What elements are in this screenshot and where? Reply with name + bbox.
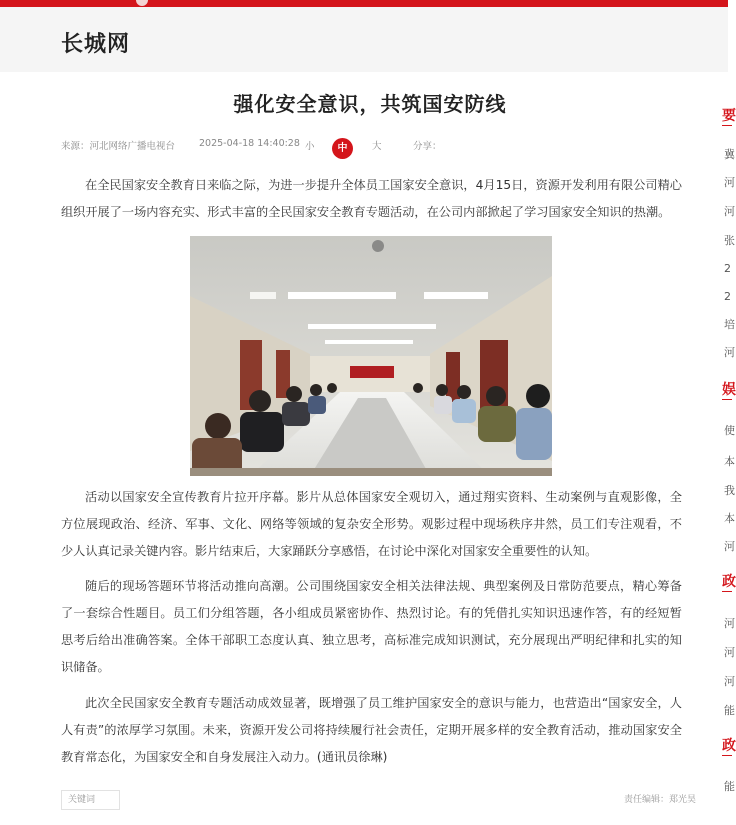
site-header: [0, 7, 728, 72]
sidebar-item[interactable]: 本: [724, 455, 735, 468]
sidebar-divider: [722, 755, 732, 756]
sidebar-item[interactable]: 冀: [724, 148, 735, 161]
sidebar-divider: [722, 399, 732, 400]
sidebar-item[interactable]: 河: [724, 675, 735, 688]
meeting-room-photo: [190, 236, 552, 476]
article-source: 来源：河北网络广播电视台: [61, 141, 176, 152]
sidebar-item[interactable]: 能: [724, 704, 735, 717]
sidebar-section-head-3: 政: [722, 574, 736, 590]
article-title: 强化安全意识，共筑国安防线: [233, 92, 507, 116]
sidebar-divider: [722, 125, 732, 126]
sidebar-item[interactable]: 河: [724, 176, 735, 189]
share-label: 分享：: [413, 141, 442, 152]
sidebar-section-head-4: 政: [722, 738, 736, 754]
sidebar-item[interactable]: 使: [724, 424, 735, 437]
sidebar-item[interactable]: 本: [724, 512, 735, 525]
sidebar-item[interactable]: 河: [724, 346, 735, 359]
article-photo: [190, 236, 552, 476]
article-paragraph-1: 在全民国家安全教育日来临之际，为进一步提升全体员工国家安全意识，4月15日，资源开发利用有限公司精心组织开展了一场内容充实、形式丰富的全民国家安全教育专题活动，在公司内部掀起了学习国家安全知识的热潮。: [61, 178, 682, 219]
sidebar-item[interactable]: 河: [724, 617, 735, 630]
top-bar-logo-dot: [136, 0, 148, 6]
sidebar-divider: [722, 591, 732, 592]
font-size-medium-button[interactable]: 中: [332, 138, 353, 159]
top-red-bar: [0, 0, 728, 7]
font-size-small-button[interactable]: 小: [305, 141, 315, 152]
sidebar-section-head-1: 要: [722, 108, 736, 124]
sidebar-item[interactable]: 能: [724, 780, 735, 793]
sidebar-item[interactable]: 2: [724, 262, 731, 275]
article-paragraph-4: 此次全民国家安全教育专题活动成效显著，既增强了员工维护国家安全的意识与能力，也营造出“国家安全，人人有责”的浓厚学习氛围。未来，资源开发公司将持续履行社会责任，定期开展多样的安全教育活动，推动国家安全教育常态化，为国家安全和自身发展注入动力。(通讯员徐琳): [61, 696, 682, 764]
article-paragraph-2: 活动以国家安全宣传教育片拉开序幕。影片从总体国家安全观切入，通过翔实资料、生动案例与直观影像，全方位展现政治、经济、军事、文化、网络等领域的复杂安全形势。观影过程中现场秩序井然，员工们专注观看，不少人认真记录关键内容。影片结束后，大家踊跃分享感悟，在讨论中深化对国家安全重要性的认知。: [61, 490, 682, 558]
sidebar-item[interactable]: 河: [724, 540, 735, 553]
site-logo-text[interactable]: 长城网: [61, 32, 131, 57]
sidebar-item[interactable]: 河: [724, 646, 735, 659]
sidebar-item[interactable]: 我: [724, 484, 735, 497]
article-paragraph-3: 随后的现场答题环节将活动推向高潮。公司围绕国家安全相关法律法规、典型案例及日常防范要点，精心筹备了一套综合性题目。员工们分组答题，各小组成员紧密协作、热烈讨论。有的凭借扎实知识迅速作答，有的经短暂思考后给出准确答案。全体干部职工态度认真、独立思考，高标准完成知识测试，充分展现出严明纪律和扎实的知识储备。: [61, 579, 682, 674]
sidebar-section-head-2: 娱: [722, 382, 736, 398]
sidebar-item[interactable]: 2: [724, 290, 731, 303]
sidebar-item[interactable]: 张: [724, 234, 735, 247]
responsible-editor: 责任编辑：郑光昊: [623, 795, 696, 805]
sidebar-item[interactable]: 培: [724, 318, 735, 331]
keyword-box: 关键词: [61, 790, 120, 810]
font-size-large-button[interactable]: 大: [372, 141, 382, 152]
article-datetime: 2025-04-18 14:40:28: [199, 138, 300, 149]
sidebar-item[interactable]: 河: [724, 205, 735, 218]
